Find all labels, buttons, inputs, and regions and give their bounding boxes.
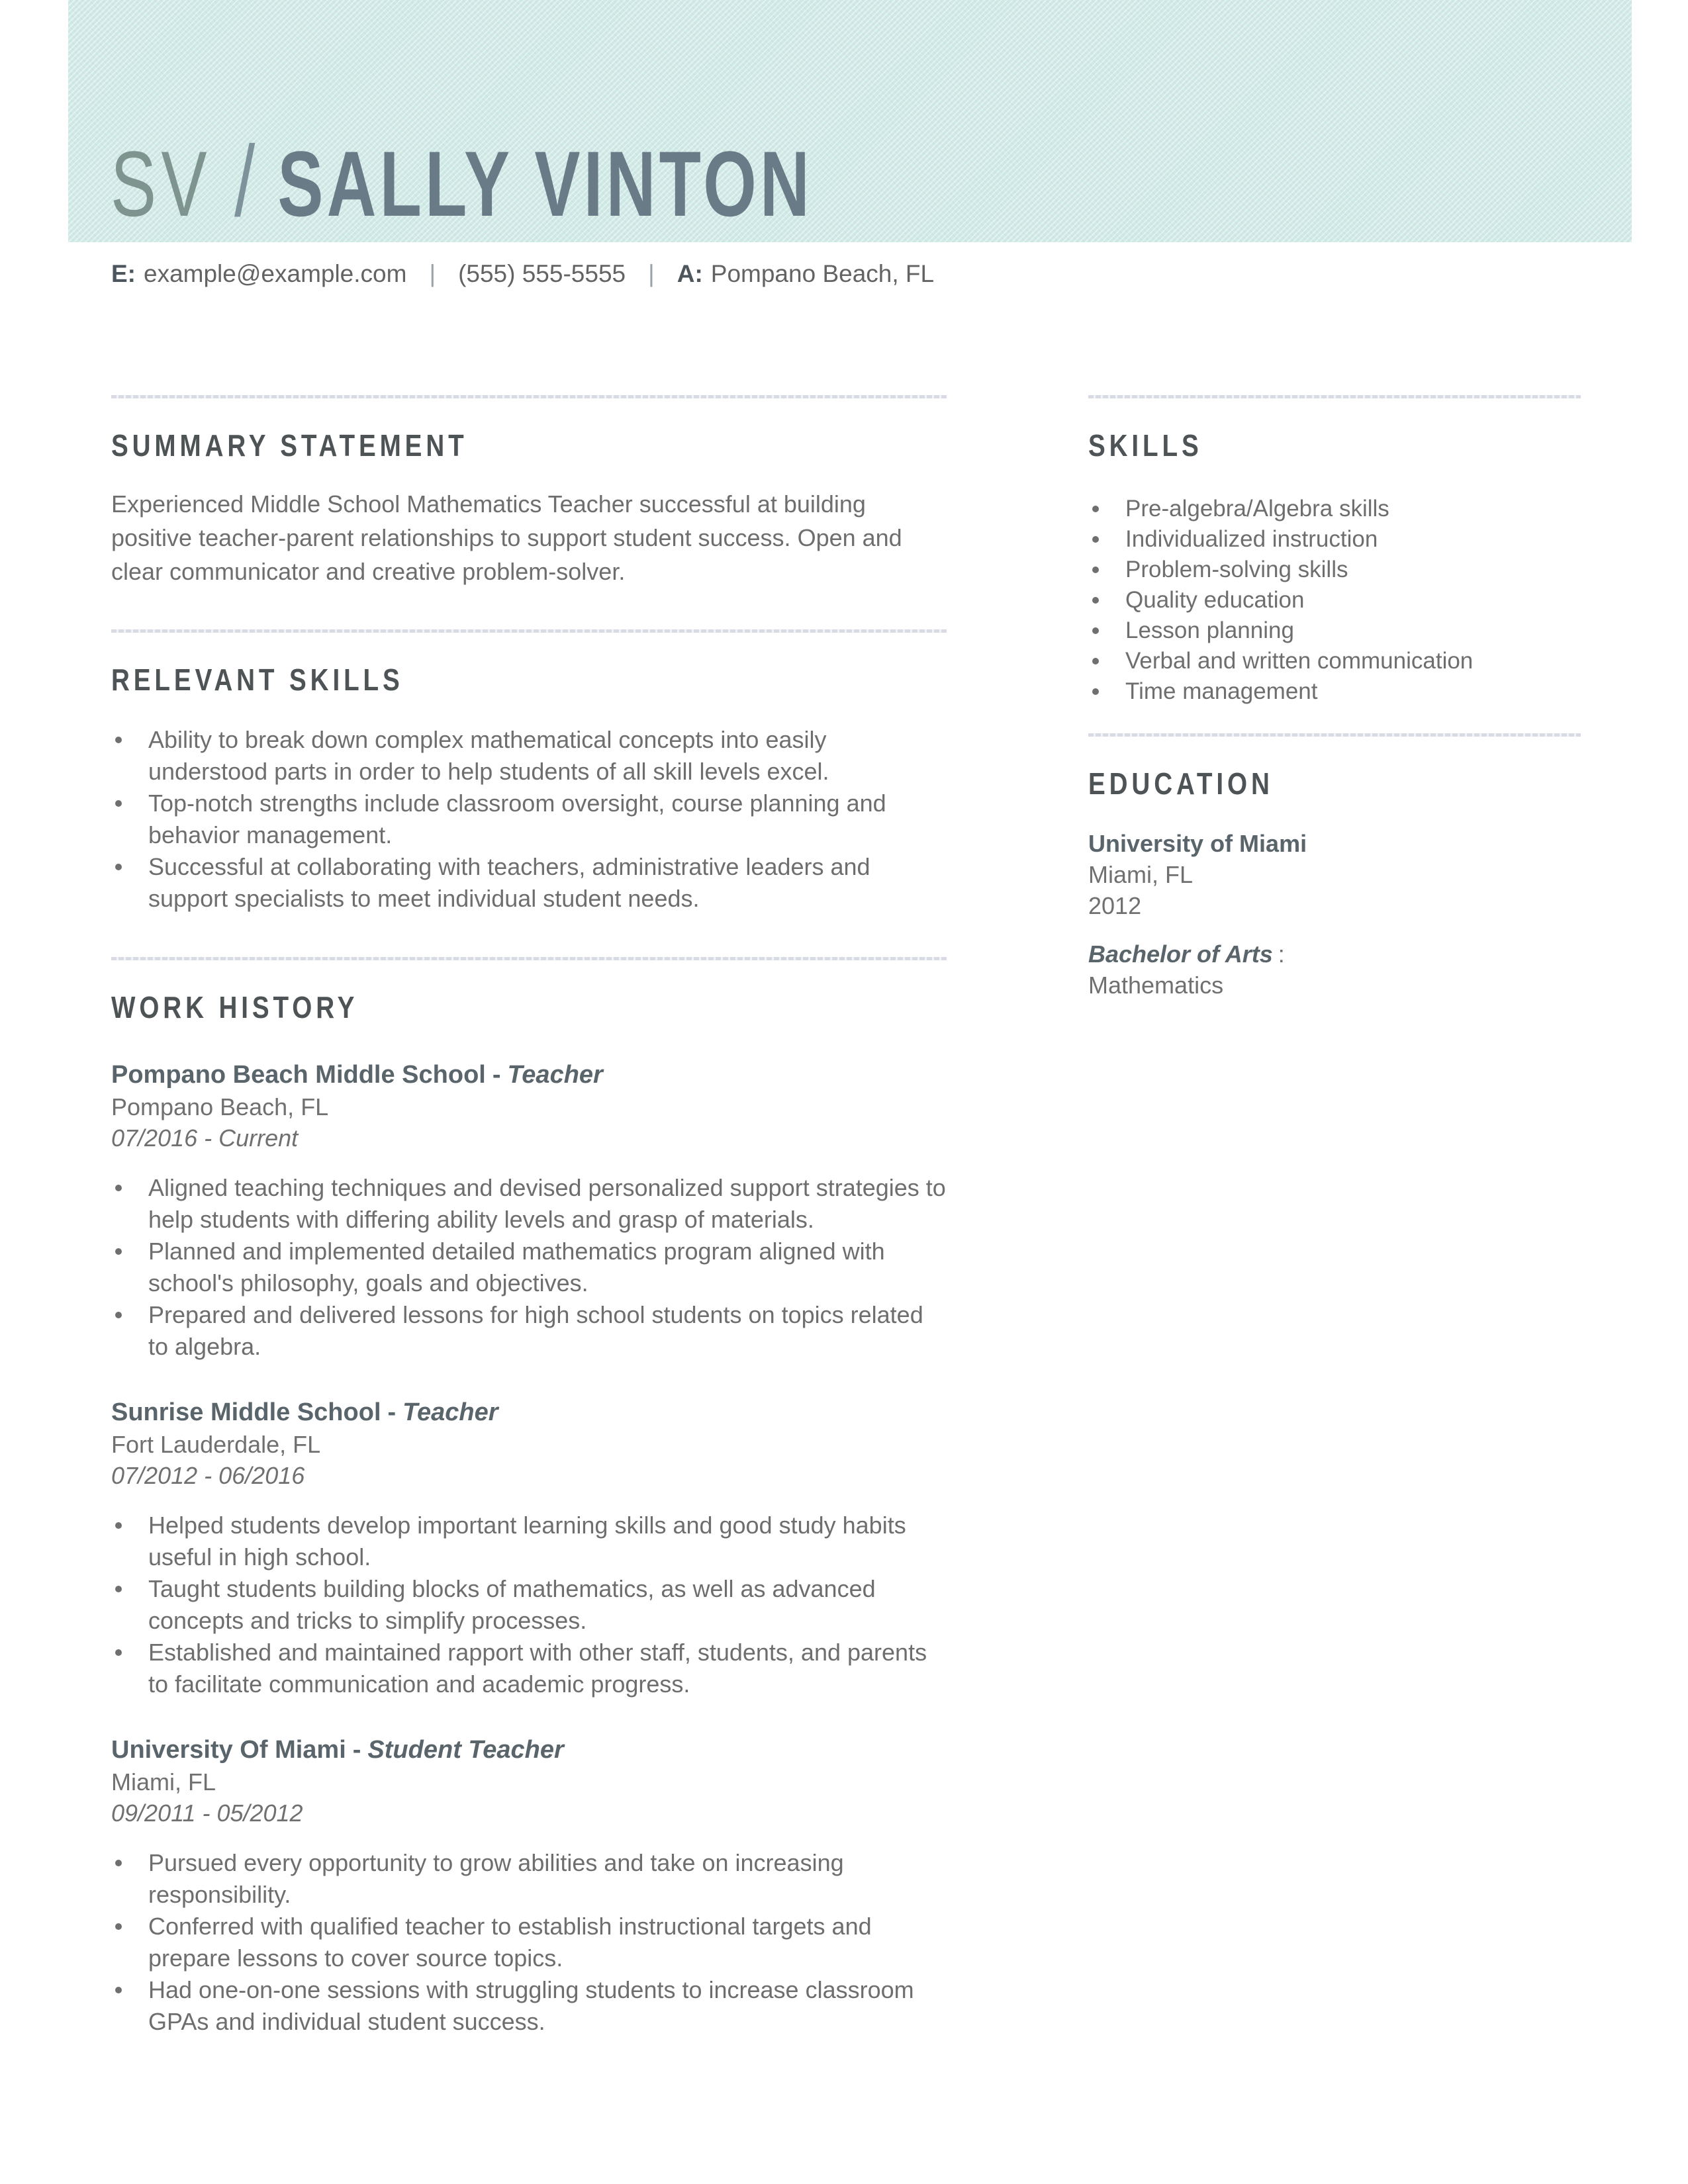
header-band [68,0,1632,242]
job-title-separator: - [352,1736,361,1764]
education-entry [1088,828,1581,921]
pipe-separator: | [648,260,655,287]
bullet-item [111,724,947,788]
bullet-text: Planned and implemented detailed mathematics program aligned with school's philosophy, goals and objectives. [148,1238,885,1297]
job-title-separator: - [387,1398,397,1426]
bullet-dot [115,1923,122,1930]
job-location: Miami, FL [111,1768,216,1796]
employer-name: Pompano Beach Middle School [111,1061,486,1089]
summary-heading: SUMMARY STATEMENT [111,428,468,463]
job-bullet-list [111,1172,947,1363]
bullet-dot [115,1987,122,1993]
bullet-item [111,788,947,851]
employer-name: Sunrise Middle School [111,1398,381,1426]
bullet-text: Helped students develop important learning skills and good study habits useful in high school. [148,1512,906,1570]
skill-item [1088,494,1581,524]
bullet-text: Aligned teaching techniques and devised personalized support strategies to help students with differing ability levels and grasp of materials. [148,1174,946,1233]
degree-title-line [1088,938,1581,970]
bullet-dot [115,1860,122,1866]
bullet-dot [1092,536,1099,543]
bullet-text: Prepared and delivered lessons for high school students on topics related to algebra. [148,1301,923,1360]
skills-list [1088,494,1581,707]
bullet-dot [1092,688,1099,695]
email-label: E: [111,260,136,287]
bullet-dot [1092,658,1099,664]
skill-item [1088,555,1581,585]
employer-name: University Of Miami [111,1736,346,1764]
degree-colon: : [1278,940,1285,968]
bullet-dot [115,1586,122,1592]
bullet-dot [115,1522,122,1529]
job-entry [111,1058,947,1363]
job-dates: 09/2011 - 05/2012 [111,1799,303,1827]
bullet-dot [1092,506,1099,512]
skill-item [1088,524,1581,555]
section-divider [1088,395,1581,398]
job-role: Teacher [507,1061,603,1089]
bullet-item [111,1847,947,1911]
bullet-text: Taught students building blocks of mathematics, as well as advanced concepts and tricks to simplify processes. [148,1575,876,1634]
skill-text: Individualized instruction [1125,526,1378,552]
skill-text: Lesson planning [1125,617,1294,643]
skill-text: Quality education [1125,587,1305,613]
bullet-text: Had one-on-one sessions with struggling students to increase classroom GPAs and individual student success. [148,1976,914,2035]
job-title-line [111,1733,947,1766]
bullet-text: Top-notch strengths include classroom oversight, course planning and behavior management. [148,790,886,848]
bullet-dot [115,1248,122,1255]
slash-divider: / [234,125,256,238]
content-columns [0,395,1688,2038]
bullet-item [111,1299,947,1363]
skill-text: Time management [1125,678,1318,704]
skills-heading: SKILLS [1088,428,1203,463]
job-entry [111,1396,947,1700]
relevant-skills-heading: RELEVANT SKILLS [111,662,404,697]
graduation-year: 2012 [1088,892,1142,919]
contact-row [111,257,1688,291]
address-label: A: [677,260,703,287]
skill-item [1088,585,1581,615]
bullet-dot [115,1649,122,1656]
job-dates: 07/2016 - Current [111,1124,299,1152]
bullet-item [111,1911,947,1974]
education-heading: EDUCATION [1088,766,1274,801]
skill-item [1088,615,1581,646]
job-bullet-list [111,1510,947,1700]
brand-line [111,125,813,238]
bullet-dot [115,1312,122,1318]
work-history-heading: WORK HISTORY [111,990,359,1024]
section-divider [111,395,947,398]
bullet-item [111,1236,947,1299]
section-divider [111,629,947,633]
job-location: Pompano Beach, FL [111,1093,329,1120]
degree-title: Bachelor of Arts [1088,940,1273,968]
relevant-skills-list [111,724,947,915]
job-role: Teacher [402,1398,498,1426]
skill-text: Problem-solving skills [1125,557,1348,582]
skill-item [1088,646,1581,676]
bullet-text: Pursued every opportunity to grow abilities and take on increasing responsibility. [148,1849,844,1908]
section-divider [111,957,947,960]
bullet-dot [115,737,122,743]
job-title-line [111,1396,947,1429]
bullet-item [111,1172,947,1236]
bullet-text: Established and maintained rapport with other staff, students, and parents to facilitate communication and academic progress. [148,1639,927,1698]
bullet-text: Conferred with qualified teacher to establish instructional targets and prepare lessons to cover source topics. [148,1913,872,1972]
degree-major: Mathematics [1088,972,1224,999]
left-column [111,395,947,2038]
job-title-line [111,1058,947,1091]
degree-entry [1088,938,1581,1001]
school-name: University of Miami [1088,830,1307,857]
job-location: Fort Lauderdale, FL [111,1431,321,1458]
right-column [1088,395,1581,2038]
bullet-dot [115,1185,122,1191]
job-entry [111,1733,947,2038]
bullet-dot [1092,627,1099,634]
job-role: Student Teacher [367,1736,564,1764]
pipe-separator: | [429,260,436,287]
bullet-item [111,1573,947,1637]
summary-text: Experienced Middle School Mathematics Teacher successful at building positive teacher-parent relationships to support student success. Open and clear communicator and creative problem-solver. [111,490,902,585]
monogram-initials: SV [111,132,212,236]
email-value: example@example.com [144,260,407,287]
skill-text: Pre-algebra/Algebra skills [1125,496,1389,522]
bullet-item [111,851,947,915]
bullet-dot [115,864,122,870]
bullet-text: Ability to break down complex mathematical concepts into easily understood parts in order to help students of all skill levels excel. [148,726,829,785]
bullet-text: Successful at collaborating with teachers, administrative leaders and support specialists to meet individual student needs. [148,853,870,912]
job-title-separator: - [492,1061,501,1089]
person-name: SALLY VINTON [277,132,813,236]
bullet-item [111,1974,947,2038]
bullet-item [111,1637,947,1700]
bullet-dot [1092,597,1099,604]
bullet-dot [1092,567,1099,573]
job-dates: 07/2012 - 06/2016 [111,1462,305,1489]
phone-value: (555) 555-5555 [458,260,626,287]
bullet-dot [115,800,122,807]
skill-text: Verbal and written communication [1125,648,1474,674]
address-value: Pompano Beach, FL [710,260,935,287]
section-divider [1088,733,1581,737]
job-bullet-list [111,1847,947,2038]
bullet-item [111,1510,947,1573]
school-location: Miami, FL [1088,861,1194,888]
skill-item [1088,676,1581,707]
